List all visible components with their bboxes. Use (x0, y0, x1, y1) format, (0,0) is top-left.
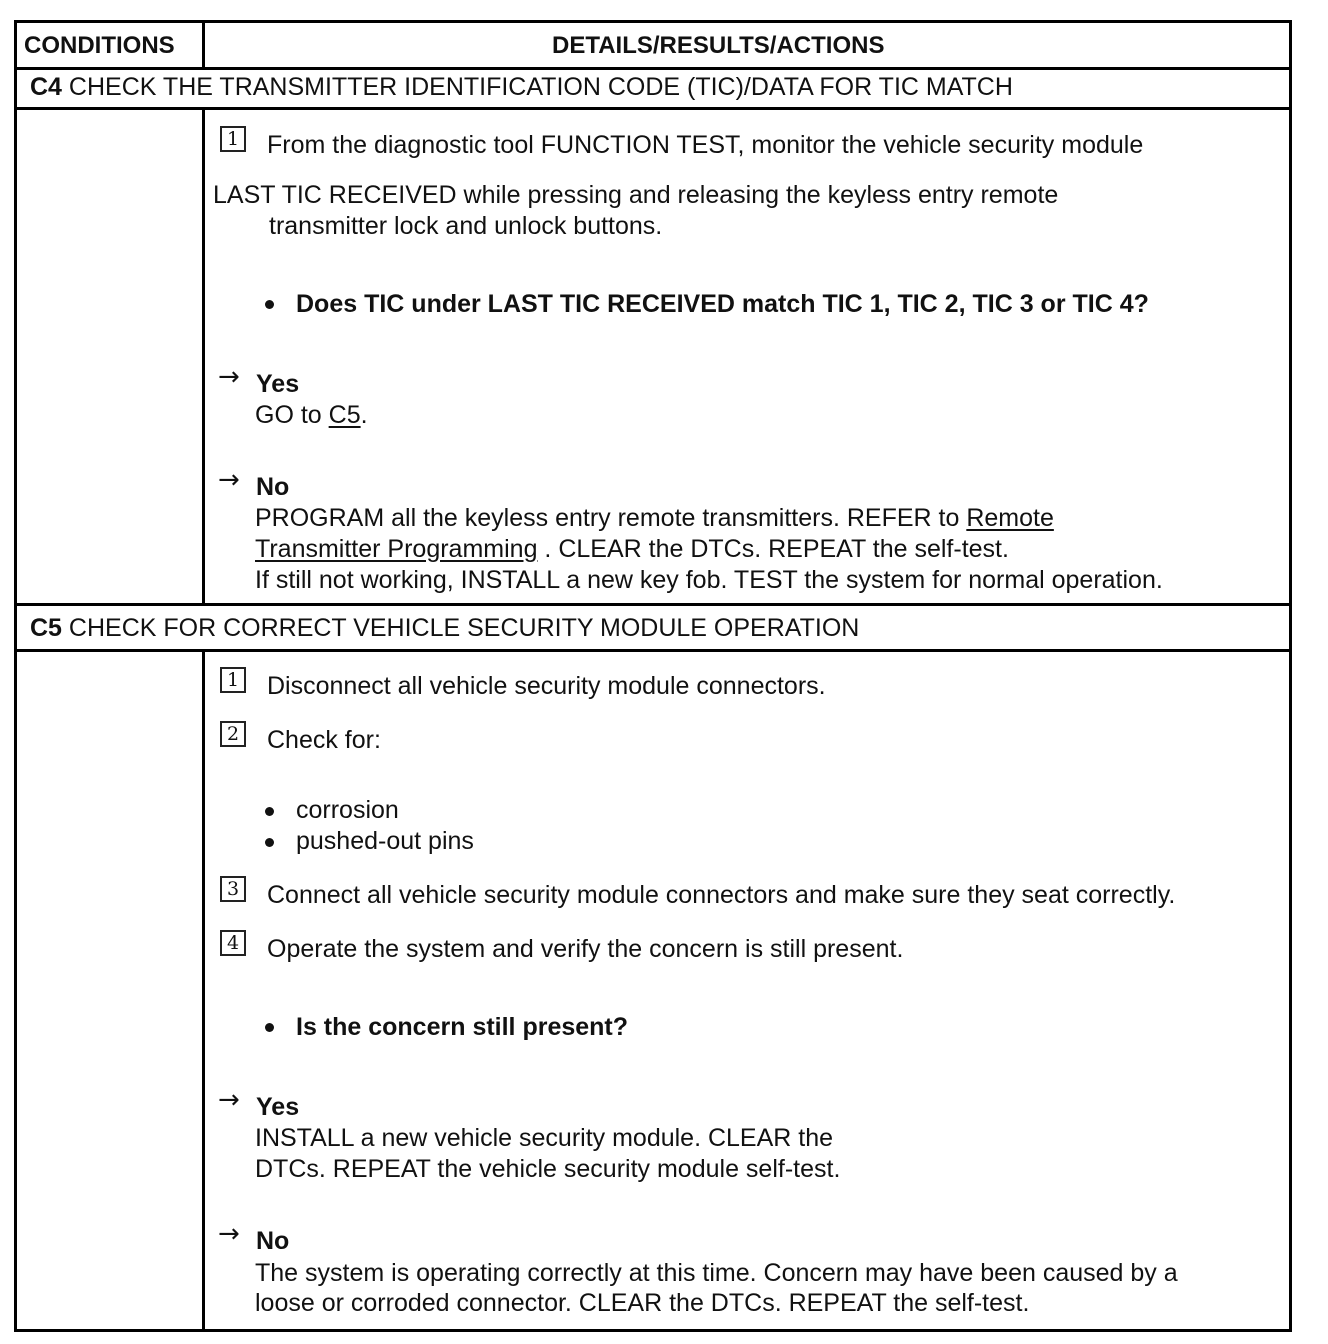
c4-code: C4 (30, 73, 62, 101)
c5-step1-number: 1 (220, 667, 246, 693)
details-header: DETAILS/RESULTS/ACTIONS (552, 32, 885, 59)
c5-step3-text: Connect all vehicle security module connectors and make sure they seat correctly. (267, 881, 1176, 909)
c5-yes-arrow-icon: → (218, 1085, 240, 1115)
c5-title (30, 613, 859, 643)
c5-code: C5 (30, 614, 62, 642)
c5-step4-text: Operate the system and verify the concern is still present. (267, 935, 904, 963)
c5-title-divider (14, 649, 1292, 652)
c4-no-arrow-icon: → (218, 465, 240, 495)
c5-no-label: No (256, 1227, 290, 1255)
c4-no-label: No (256, 473, 290, 501)
c5-check-item-1: corrosion (296, 796, 399, 824)
c5-check-item-2: pushed-out pins (296, 827, 474, 855)
c5-question: Is the concern still present? (296, 1013, 629, 1041)
table-border-top (14, 20, 1292, 23)
c4-yes-post: . (360, 401, 368, 429)
c4-no-line1 (255, 503, 1054, 534)
c5-no-line1: The system is operating correctly at this time. Concern may have been caused by a (255, 1259, 1178, 1287)
c4-yes-arrow-icon: → (218, 362, 240, 392)
c5-check-bullet-1 (265, 807, 274, 816)
c4-title (30, 72, 1013, 102)
c4-step1-number: 1 (220, 126, 246, 152)
c4-step1-line1: From the diagnostic tool FUNCTION TEST, monitor the vehicle security module (267, 131, 1144, 159)
c4-no-line2-post: . CLEAR the DTCs. REPEAT the self-test. (537, 535, 1009, 563)
c4-yes-action (255, 400, 368, 431)
conditions-header: CONDITIONS (24, 32, 175, 59)
c4-no-line1-pre: PROGRAM all the keyless entry remote transmitters. REFER to (255, 504, 967, 532)
table-border-right (1289, 20, 1292, 1332)
c5-no-arrow-icon: → (218, 1219, 240, 1249)
c4-title-divider (14, 107, 1292, 110)
c4-question: Does TIC under LAST TIC RECEIVED match TIC 1, TIC 2, TIC 3 or TIC 4? (296, 290, 1149, 318)
c4-yes-link[interactable]: C5 (328, 401, 361, 429)
c5-title-top-divider (14, 603, 1292, 606)
c5-yes-label: Yes (256, 1093, 300, 1121)
c5-step2-number: 2 (220, 721, 246, 747)
c4-no-link-part2[interactable]: Transmitter Programming (255, 535, 538, 563)
c4-question-bullet (265, 300, 274, 309)
c5-no-line2: loose or corroded connector. CLEAR the DTCs. REPEAT the self-test. (255, 1289, 1030, 1317)
c4-step1-line2: LAST TIC RECEIVED while pressing and releasing the keyless entry remote (213, 181, 1059, 209)
c5-step3-number: 3 (220, 876, 246, 902)
c4-no-link-part1[interactable]: Remote (966, 504, 1054, 532)
c4-no-line3: If still not working, INSTALL a new key fob. TEST the system for normal operation. (255, 566, 1163, 594)
c5-step4-number: 4 (220, 930, 246, 956)
column-divider-c5 (202, 650, 205, 1331)
c5-yes-line1: INSTALL a new vehicle security module. CLEAR the (255, 1124, 834, 1152)
column-divider-c4 (202, 108, 205, 604)
c5-step1-text: Disconnect all vehicle security module connectors. (267, 672, 826, 700)
c4-step1-line3: transmitter lock and unlock buttons. (269, 212, 663, 240)
c4-yes-label: Yes (256, 370, 300, 398)
column-divider-header (202, 20, 205, 68)
c5-yes-line2: DTCs. REPEAT the vehicle security module self-test. (255, 1155, 841, 1183)
c5-title-text: CHECK FOR CORRECT VEHICLE SECURITY MODULE OPERATION (68, 614, 860, 642)
c5-question-bullet (265, 1023, 274, 1032)
table-border-bottom (14, 1329, 1292, 1332)
c4-no-line2 (255, 534, 1009, 565)
diagnostic-table (14, 20, 1292, 1332)
table-border-left (14, 20, 17, 1332)
c4-title-text: CHECK THE TRANSMITTER IDENTIFICATION CODE (TIC)/DATA FOR TIC MATCH (68, 73, 1013, 101)
c4-yes-pre: GO to (255, 401, 329, 429)
c5-check-bullet-2 (265, 838, 274, 847)
header-divider (14, 67, 1292, 70)
c5-step2-text: Check for: (267, 726, 381, 754)
